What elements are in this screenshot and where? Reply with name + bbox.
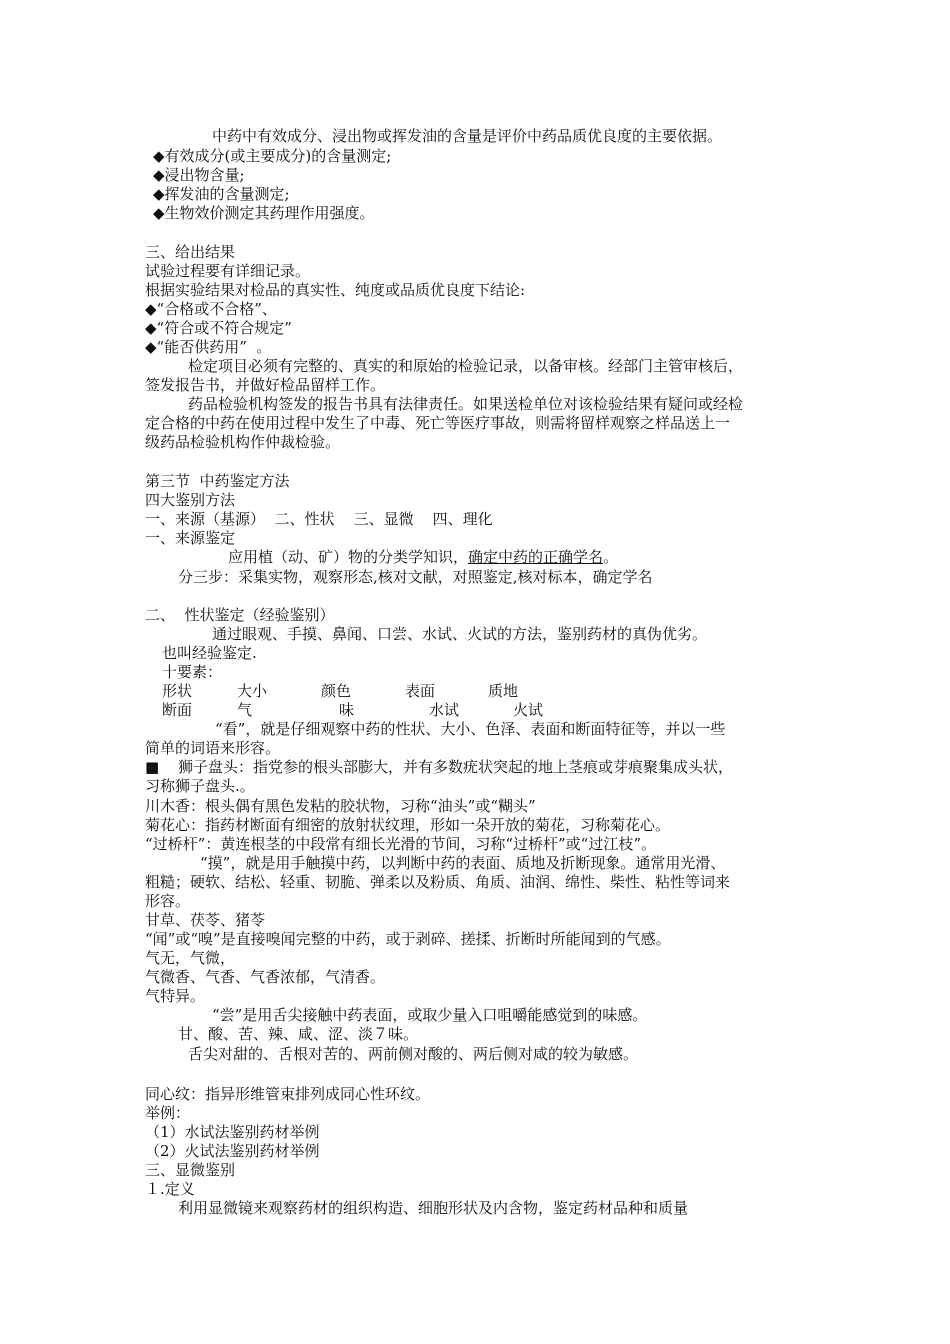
text-line: 甘、酸、苦、辣、咸、涩、淡７味。: [178, 1025, 419, 1043]
text-line: 气无，气微，: [145, 949, 236, 967]
element-term: 颜色: [321, 682, 352, 700]
section-heading: 第三节 中药鉴定方法: [145, 472, 290, 490]
square-bullet-icon: ■: [145, 758, 160, 776]
bullet-item: ◆“符合或不符合规定”: [145, 319, 292, 337]
text-line: 试验过程要有详细记录。: [145, 262, 311, 280]
paragraph-line: 定合格的中药在使用过程中发生了中毒、死亡等医疗事故，则需将留样观察之样品送上一: [145, 414, 731, 432]
element-term: 大小: [237, 682, 268, 700]
element-term: 形状: [162, 682, 193, 700]
paragraph-line: 狮子盘头：指党参的根头部膨大，并有多数疣状突起的地上茎痕或芽痕聚集成头状，: [178, 758, 734, 776]
section-heading: 三、显微鉴别: [145, 1161, 236, 1179]
element-term: 味: [339, 701, 355, 719]
element-term: 断面: [162, 701, 193, 719]
paragraph-line: 粗糙；硬软、结松、轻重、韧脆、弹柔以及粉质、角质、油润、绵性、柴性、粘性等词来: [145, 873, 731, 891]
text-line: 一、来源（基源） 二、性状 三、显微 四、理化: [145, 510, 493, 528]
paragraph-line: 习称狮子盘头.。: [145, 777, 255, 795]
text-line: “闻”或“嗅”是直接嗅闻完整的中药，或于剥碎、搓揉、折断时所能闻到的气感。: [145, 930, 671, 948]
section-heading: 三、给出结果: [145, 243, 236, 261]
list-item: （2）火试法鉴别药材举例: [145, 1142, 320, 1160]
bullet-item: ◆有效成分(或主要成分)的含量测定;: [153, 147, 392, 165]
text-line: 菊花心：指药材断面有细密的放射状纹理，形如一朵开放的菊花，习称菊花心。: [145, 816, 671, 834]
text-span: 。: [603, 548, 619, 566]
section-heading: 一、来源鉴定: [145, 529, 236, 547]
intro-paragraph: 中药中有效成分、浸出物或挥发油的含量是评价中药品质优良度的主要依据。: [212, 127, 723, 145]
text-line: “过桥杆”：黄连根茎的中段常有细长光滑的节间，习称“过桥杆”或“过江枝”。: [145, 835, 657, 853]
bullet-item: ◆“合格或不合格”、: [145, 300, 277, 318]
paragraph-line: “看”，就是仔细观察中药的性状、大小、色泽、表面和断面特征等，并以一些: [215, 720, 726, 738]
bullet-item: ◆挥发油的含量测定;: [153, 185, 290, 203]
text-line: 气特异。: [145, 987, 206, 1005]
element-term: 气: [237, 701, 253, 719]
bullet-item: ◆生物效价测定其药理作用强度。: [153, 204, 375, 222]
paragraph-line: 签发报告书，并做好检品留样工作。: [145, 376, 386, 394]
text-line: 也叫经验鉴定.: [162, 644, 257, 662]
paragraph-line: 形容。: [145, 892, 191, 910]
paragraph-line: “尝”是用舌尖接触中药表面，或取少量入口咀嚼能感觉到的味感。: [212, 1006, 648, 1024]
paragraph-line: 药品检验机构签发的报告书具有法律责任。如果送检单位对该检验结果有疑问或经检: [188, 395, 744, 413]
text-line: 举例：: [145, 1104, 191, 1122]
element-term: 表面: [405, 682, 436, 700]
text-line: 川木香：根头偶有黑色发粘的胶状物，习称“油头”或“糊头”: [145, 797, 536, 815]
paragraph-line: 简单的词语来形容。: [145, 739, 281, 757]
element-term: 火试: [513, 701, 544, 719]
bullet-item: ◆“能否供药用” 。: [145, 338, 272, 356]
text-line: 气微香、气香、气香浓郁，气清香。: [145, 968, 386, 986]
text-line: 十要素：: [162, 663, 223, 681]
paragraph-line: 利用显微镜来观察药材的组织构造、细胞形状及内含物，鉴定药材品种和质量: [178, 1199, 689, 1217]
underlined-text: 确定中药的正确学名: [468, 548, 604, 566]
list-item: （1）水试法鉴别药材举例: [145, 1123, 320, 1141]
paragraph-line: 检定项目必须有完整的、真实的和原始的检验记录，以备审核。经部门主管审核后，: [188, 357, 744, 375]
paragraph-line: “摸”，就是用手触摸中药，以判断中药的表面、质地及折断现象。通常用光滑、: [200, 854, 726, 872]
text-line: 甘草、茯苓、猪苓: [145, 911, 266, 929]
element-term: 质地: [488, 682, 519, 700]
text-line: 同心纹：指异形维管束排列成同心性环纹。: [145, 1085, 431, 1103]
section-heading: 二、 性状鉴定（经验鉴别）: [145, 606, 335, 624]
paragraph-line: [228, 548, 618, 566]
text-line: 根据实验结果对检品的真实性、纯度或品质优良度下结论:: [145, 281, 526, 299]
paragraph-line: 通过眼观、手摸、鼻闻、口尝、水试、火试的方法，鉴别药材的真伪优劣。: [212, 625, 708, 643]
text-line: 分三步：采集实物，观察形态,核对文献，对照鉴定,核对标本，确定学名: [178, 568, 653, 586]
element-term: 水试: [429, 701, 460, 719]
text-line: 四大鉴别方法: [145, 491, 236, 509]
bullet-item: ◆浸出物含量;: [153, 166, 245, 184]
text-span: 应用植（动、矿）物的分类学知识，: [228, 548, 469, 566]
subsection-heading: １.定义: [145, 1180, 195, 1198]
paragraph-line: 级药品检验机构作仲裁检验。: [145, 433, 341, 451]
text-line: 舌尖对甜的、舌根对苦的、两前侧对酸的、两后侧对咸的较为敏感。: [188, 1045, 639, 1063]
